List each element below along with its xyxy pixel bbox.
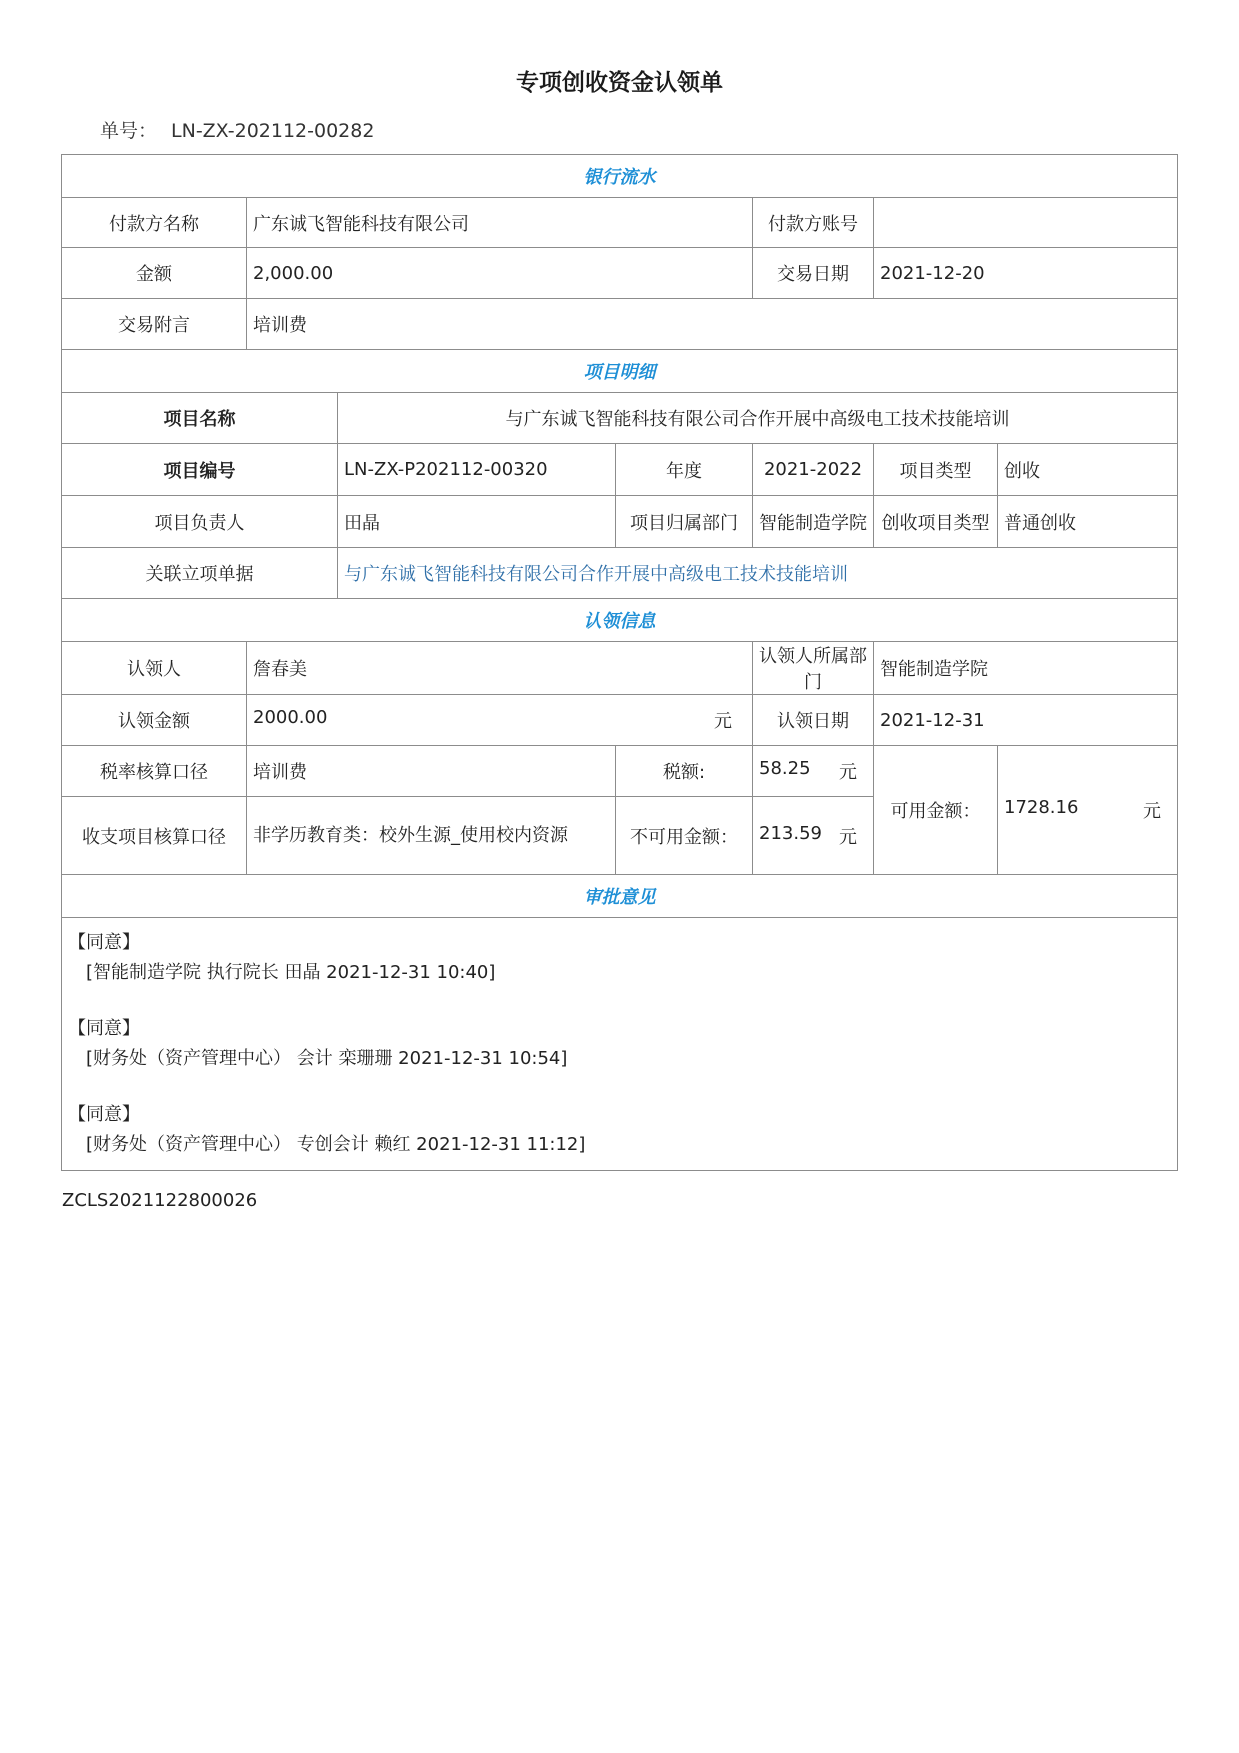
section-heading-claim: 认领信息 bbox=[62, 599, 1178, 642]
trade-date-label: 交易日期 bbox=[753, 248, 874, 299]
remark-label: 交易附言 bbox=[62, 299, 247, 350]
tax-value: 58.25 bbox=[759, 758, 811, 779]
claimant-label: 认领人 bbox=[62, 642, 247, 695]
available-amount-label: 可用金额： bbox=[874, 746, 998, 875]
section-heading-approval: 审批意见 bbox=[62, 875, 1178, 918]
approval-result: 【同意】 bbox=[68, 1104, 140, 1125]
section-heading-project: 项目明细 bbox=[62, 350, 1178, 393]
tax-label: 税额: bbox=[616, 746, 753, 797]
claim-amount-label: 认领金额 bbox=[62, 695, 247, 746]
project-type-label: 项目类型 bbox=[874, 444, 998, 496]
linked-document-label: 关联立项单据 bbox=[62, 548, 338, 599]
project-dept-label: 项目归属部门 bbox=[616, 496, 753, 548]
project-year-label: 年度 bbox=[616, 444, 753, 496]
claimant-value: 詹春美 bbox=[247, 642, 753, 695]
payer-account-label: 付款方账号 bbox=[753, 198, 874, 248]
available-amount-unit: 元 bbox=[1143, 801, 1161, 822]
project-leader-value: 田晶 bbox=[338, 496, 616, 548]
document-number-label: 单号： bbox=[100, 120, 158, 142]
approval-result: 【同意】 bbox=[68, 1018, 140, 1039]
project-type-value: 创收 bbox=[998, 444, 1178, 496]
claim-date-label: 认领日期 bbox=[753, 695, 874, 746]
unavailable-amount-label: 不可用金额： bbox=[616, 797, 753, 875]
income-item-label: 收支项目核算口径 bbox=[62, 797, 247, 875]
serial-code: ZCLS2021122800026 bbox=[62, 1190, 258, 1211]
project-code-label: 项目编号 bbox=[62, 444, 338, 496]
tax-cell bbox=[753, 746, 874, 797]
trade-date-value: 2021-12-20 bbox=[874, 248, 1178, 299]
project-dept-value: 智能制造学院 bbox=[753, 496, 874, 548]
approval-entry bbox=[68, 928, 1171, 988]
available-amount-cell bbox=[998, 746, 1178, 875]
project-year-value: 2021-2022 bbox=[753, 444, 874, 496]
claim-amount-value: 2000.00 bbox=[253, 707, 328, 728]
approval-entry bbox=[68, 1014, 1171, 1074]
approval-result: 【同意】 bbox=[68, 932, 140, 953]
unavailable-amount-value: 213.59 bbox=[759, 822, 822, 844]
payer-name-value: 广东诚飞智能科技有限公司 bbox=[247, 198, 753, 248]
claim-date-value: 2021-12-31 bbox=[874, 695, 1178, 746]
income-type-value: 普通创收 bbox=[998, 496, 1178, 548]
approval-list bbox=[62, 918, 1178, 1171]
project-leader-label: 项目负责人 bbox=[62, 496, 338, 548]
approval-detail: [财务处（资产管理中心） 会计 栾珊珊 2021-12-31 10:54] bbox=[86, 1048, 568, 1069]
project-name-value: 与广东诚飞智能科技有限公司合作开展中高级电工技术技能培训 bbox=[338, 393, 1178, 444]
project-name-label: 项目名称 bbox=[62, 393, 338, 444]
remark-value: 培训费 bbox=[247, 299, 1178, 350]
claim-form-table bbox=[61, 154, 1178, 1171]
claim-amount-cell bbox=[247, 695, 753, 746]
claimant-dept-label: 认领人所属部门 bbox=[753, 642, 874, 695]
document-number bbox=[100, 116, 374, 143]
income-type-label: 创收项目类型 bbox=[874, 496, 998, 548]
section-heading-bank-flow: 银行流水 bbox=[62, 155, 1178, 198]
document-number-value: LN-ZX-202112-00282 bbox=[171, 120, 375, 142]
approval-detail: [财务处（资产管理中心） 专创会计 赖红 2021-12-31 11:12] bbox=[86, 1134, 586, 1155]
unavailable-amount-unit: 元 bbox=[839, 826, 857, 848]
income-item-value: 非学历教育类：校外生源_使用校内资源 bbox=[247, 797, 616, 875]
unavailable-amount-cell bbox=[753, 797, 874, 875]
project-code-value: LN-ZX-P202112-00320 bbox=[338, 444, 616, 496]
approval-detail: [智能制造学院 执行院长 田晶 2021-12-31 10:40] bbox=[86, 962, 496, 983]
linked-document-link[interactable]: 与广东诚飞智能科技有限公司合作开展中高级电工技术技能培训 bbox=[338, 548, 1178, 599]
amount-label: 金额 bbox=[62, 248, 247, 299]
tax-basis-label: 税率核算口径 bbox=[62, 746, 247, 797]
page-title: 专项创收资金认领单 bbox=[516, 70, 723, 96]
tax-basis-value: 培训费 bbox=[247, 746, 616, 797]
available-amount-value: 1728.16 bbox=[1004, 797, 1079, 818]
approval-entry bbox=[68, 1100, 1171, 1160]
tax-unit: 元 bbox=[839, 762, 857, 783]
payer-name-label: 付款方名称 bbox=[62, 198, 247, 248]
claimant-dept-value: 智能制造学院 bbox=[874, 642, 1178, 695]
payer-account-value bbox=[874, 198, 1178, 248]
amount-value: 2,000.00 bbox=[247, 248, 753, 299]
claim-amount-unit: 元 bbox=[714, 711, 732, 732]
